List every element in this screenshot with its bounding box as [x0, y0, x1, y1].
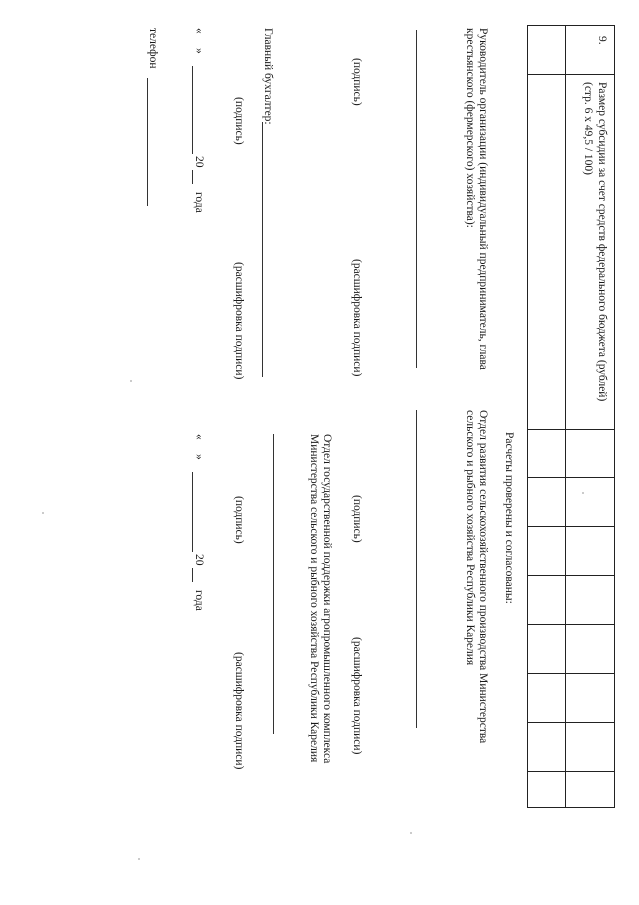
subsidy-table [527, 25, 615, 808]
date-year: 20 [193, 156, 205, 168]
dept1-decode-caption: (расшифровка подписи) [351, 637, 363, 755]
phone-line [147, 78, 148, 206]
r-date-open-quote: « [193, 434, 205, 440]
scan-speck [582, 492, 584, 494]
r-date-month-line [192, 472, 193, 552]
table-col-divider [528, 624, 614, 625]
accountant-label: Главный бухгалтер: [262, 28, 274, 125]
table-col-divider [528, 771, 614, 772]
row-label-formula: (стр. 6 х 49,5 / 100) [582, 82, 594, 175]
scan-speck [138, 858, 140, 860]
dept2-sign-line [273, 434, 274, 734]
date-close-quote: » [193, 48, 205, 54]
head-decode-caption: (расшифровка подписи) [351, 259, 363, 377]
dept1-title-cont: сельского и рыбного хозяйства Республики Карелия [464, 410, 476, 666]
date-year-line [192, 170, 193, 184]
head-title: Руководитель организации (индивидуальный предприниматель, глава [477, 28, 489, 370]
r-date-year-line [192, 568, 193, 582]
scan-speck [42, 512, 44, 514]
row-label: Размер субсидии за счет средств федерального бюджета (рублей) [596, 82, 608, 402]
scan-speck [410, 832, 412, 834]
dept2-title-cont: Министерства сельского и рыбного хозяйства Республики Карелия [308, 434, 320, 763]
dept1-title: Отдел развития сельскохозяйственного производства Министерства [477, 410, 489, 744]
table-col-divider [528, 526, 614, 527]
r-date-word: года [193, 590, 205, 611]
dept2-sign-caption: (подпись) [233, 496, 245, 544]
dept1-sign-line [416, 410, 417, 728]
scan-speck [130, 380, 132, 382]
accountant-decode-caption: (расшифровка подписи) [233, 262, 245, 380]
dept2-title: Отдел государственной поддержки агропромышленного комплекса [321, 434, 333, 764]
table-col-divider [528, 477, 614, 478]
accountant-sign-line [262, 122, 263, 377]
table-col-divider [528, 74, 614, 75]
r-date-year: 20 [193, 554, 205, 566]
table-col-divider [528, 673, 614, 674]
verified-title: Расчеты проверены и согласованы: [503, 432, 515, 604]
head-sign-line [416, 30, 417, 368]
date-month-line [192, 66, 193, 154]
accountant-sign-caption: (подпись) [233, 97, 245, 145]
table-col-divider [528, 429, 614, 430]
r-date-close-quote: » [193, 454, 205, 460]
table-row-divider [565, 26, 566, 807]
row-number: 9. [596, 36, 608, 45]
table-col-divider [528, 722, 614, 723]
dept2-decode-caption: (расшифровка подписи) [233, 652, 245, 770]
phone-label: телефон [147, 28, 159, 69]
dept1-sign-caption: (подпись) [351, 495, 363, 543]
head-sign-caption: (подпись) [351, 58, 363, 106]
table-col-divider [528, 575, 614, 576]
head-title-cont: крестьянского (фермерского) хозяйства): [464, 28, 476, 228]
date-open-quote: « [193, 28, 205, 34]
date-word: года [193, 192, 205, 213]
